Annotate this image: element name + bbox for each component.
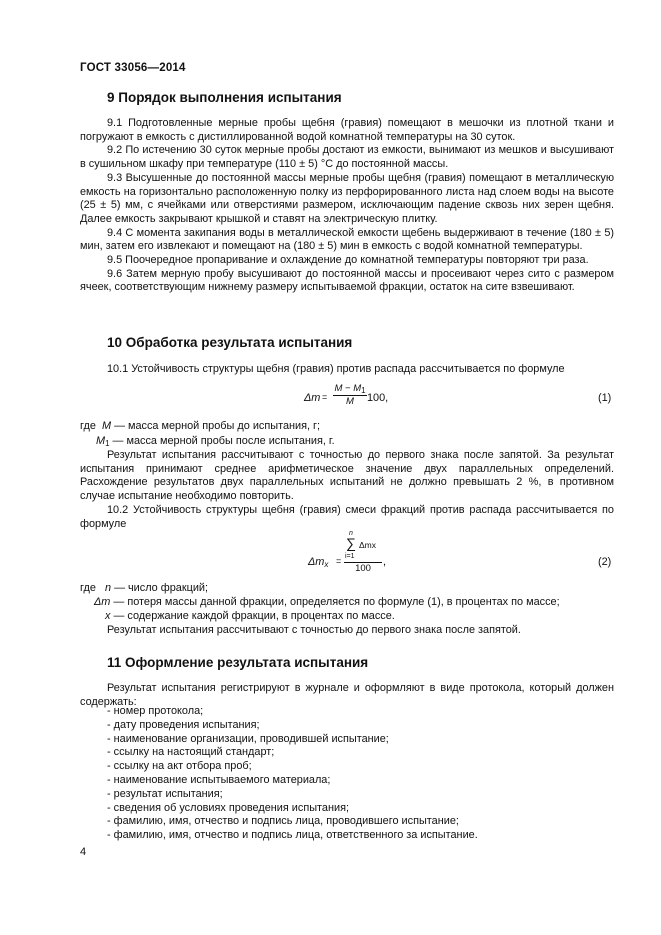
list-item: - ссылку на акт отбора проб; <box>107 760 252 773</box>
formula-1-factor: 100, <box>367 392 389 404</box>
where2-symbol-x: x <box>105 610 111 622</box>
list-item: - результат испытания; <box>107 787 223 800</box>
section-10-body <box>80 449 614 531</box>
section-9-body <box>80 117 614 295</box>
formula-2-number: (2) <box>598 556 612 568</box>
formula-2-denominator: 100 <box>344 562 382 574</box>
where-symbol-m1: M <box>96 435 106 447</box>
formula-2-equals: = <box>336 556 342 566</box>
paragraph-9-2: 9.2 По истечению 30 суток мерные пробы достают из емкости, вынимают из мешков и высушивают в сушильном шкафу при температуре (110 ± 5) °С до постоянной массы. <box>80 144 614 171</box>
where2-definition-dm: — потеря массы данной фракции, определяется по формуле (1), в процентах по массе; <box>110 596 560 608</box>
paragraph-10-2: 10.2 Устойчивость структуры щебня (гравия) смеси фракций против распада рассчитывается по формуле <box>80 503 614 530</box>
where-symbol-m: M <box>101 420 112 432</box>
where2-definition-x: — содержание каждой фракции, в процентах по массе. <box>110 610 395 622</box>
formula-2-lhs-symbol: Δm <box>308 556 325 568</box>
paragraph-9-4: 9.4 С момента закипания воды в металлической емкости щебень выдерживают в течение (180 ± 5) мин, затем его извлекают и помещают на (180 ± 5) мин в емкость с водой комнатной температуры. <box>80 226 614 253</box>
formula-2-where-line-1 <box>80 582 208 594</box>
paragraph-9-3: 9.3 Высушенные до постоянной массы мерные пробы щебня (гравия) помещают в металлическую емкость на горизонтально расположенную полку из перфорированного листа над слоем воды на высоте (25 ± 5) мм, с ячейками или отверстиями размером, исключающим падение сквозь них зерен щебня. Далее емкость закрывают крышкой и ставят на электрическую плитку. <box>80 171 614 225</box>
formula-1-num-m1: M <box>353 383 362 394</box>
list-item: - сведения об условиях проведения испытания; <box>107 801 349 814</box>
formula-2-numerator <box>344 532 382 562</box>
formula-1-numerator <box>333 383 367 395</box>
formula-2-fraction <box>344 532 382 574</box>
formula-1-number: (1) <box>598 392 612 404</box>
where2-label: где <box>80 582 96 594</box>
formula-2-comma: , <box>383 556 387 568</box>
paragraph-10-final: Результат испытания рассчитывают с точностью до первого знака после запятой. <box>107 624 521 636</box>
formula-2-sum-upper: n <box>349 530 353 537</box>
paragraph-9-5: 9.5 Поочередное пропаривание и охлаждение до комнатной температуры повторяют три раза. <box>107 254 589 267</box>
paragraph-10-result: Результат испытания рассчитывают с точностью до первого знака после запятой. За результат испытания принимают среднее арифметическое значение двух параллельных определений. Расхождение результатов двух параллельных испытаний не должно превышать 2 %, в противном случае испытание необходимо повторить. <box>80 449 614 503</box>
where-definition-m1: — масса мерной пробы после испытания, г. <box>109 435 335 447</box>
formula-2-where-line-3 <box>105 610 395 622</box>
section-11-title: 11 Оформление результата испытания <box>107 655 369 670</box>
where2-symbol-dm: Δm <box>94 596 111 608</box>
formula-2-sum-term: Δmx <box>359 540 377 550</box>
document-code-header: ГОСТ 33056—2014 <box>80 62 186 74</box>
formula-1-num-op: − <box>342 383 354 394</box>
formula-2-lhs-sub: x <box>324 560 329 569</box>
formula-1-num-m: M <box>334 383 343 394</box>
where-definition-m: — масса мерной пробы до испытания, г; <box>111 420 321 432</box>
paragraph-9-1: 9.1 Подготовленные мерные пробы щебня (гравия) помещают в мешочки из плотной ткани и погружают в емкость с дистиллированной водой комнатной температуры на 30 суток. <box>80 117 614 143</box>
where2-definition-n: — число фракций; <box>111 582 209 594</box>
where-label: где <box>80 420 96 432</box>
section-9-title: 9 Порядок выполнения испытания <box>107 90 342 105</box>
formula-1-fraction <box>333 383 367 407</box>
paragraph-9-6: 9.6 Затем мерную пробу высушивают до постоянной массы и просеивают через сито с размером ячеек, соответствующим нижнему размеру испытываемой фракции, остаток на сите взвешивают. <box>80 267 614 294</box>
list-item: - фамилию, имя, отчество и подпись лица, проводившего испытание; <box>107 815 459 828</box>
where2-symbol-n: n <box>104 582 112 594</box>
formula-2-sum-lower: i=1 <box>345 553 355 560</box>
list-item: - дату проведения испытания; <box>107 718 260 731</box>
list-item: - фамилию, имя, отчество и подпись лица, ответственного за испытание. <box>107 829 478 842</box>
formula-1-where-line-1 <box>80 420 320 432</box>
formula-2-lhs <box>308 556 328 569</box>
list-item: - наименование организации, проводившей испытание; <box>107 732 389 745</box>
formula-2-where-line-2 <box>94 596 560 608</box>
formula-1-equals: = <box>322 392 328 402</box>
list-item: - наименование испытываемого материала; <box>107 773 331 786</box>
formula-1-lhs: Δm <box>304 392 321 404</box>
list-item: - номер протокола; <box>107 705 204 717</box>
list-item: - ссылку на настоящий стандарт; <box>107 746 275 759</box>
formula-1-num-m1-sub: 1 <box>361 386 366 395</box>
paragraph-11-intro: Результат испытания регистрируют в журнале и оформляют в виде протокола, который должен содержать: <box>80 682 614 708</box>
section-10-title: 10 Обработка результата испытания <box>107 335 353 350</box>
formula-1-denominator: M <box>333 395 367 407</box>
paragraph-10-1-block <box>80 363 614 377</box>
protocol-contents-list <box>107 705 478 843</box>
page-number: 4 <box>80 846 87 858</box>
where-symbol-m1-sub: 1 <box>105 439 110 448</box>
formula-2-sum-sign: ∑ <box>346 535 356 551</box>
paragraph-10-1: 10.1 Устойчивость структуры щебня (гравия) против распада рассчитывается по формуле <box>107 363 565 375</box>
formula-1-where-line-2 <box>96 435 335 448</box>
